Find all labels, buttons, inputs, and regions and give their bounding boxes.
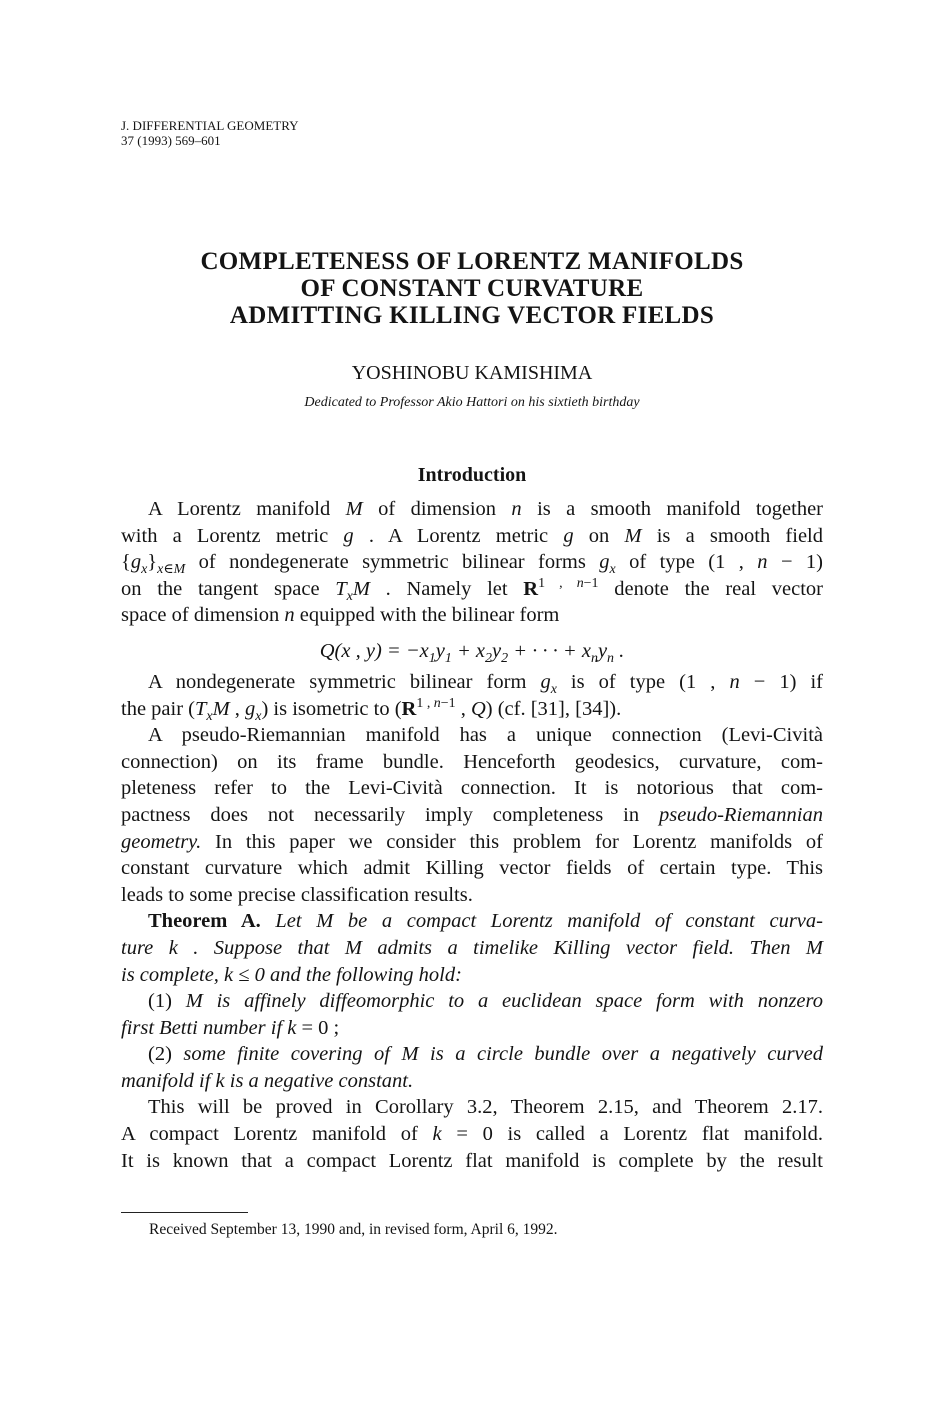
journal-volume: 37 (1993) 569–601 bbox=[121, 133, 221, 148]
paragraph-line: geometry. In this paper we consider this problem for Lorentz manifolds of bbox=[121, 830, 823, 853]
paragraph-line: $\{g_x\}_{x\in M}$ of nondegenerate symmetric bilinear forms $g_x$ of type (1 , n − 1) bbox=[121, 551, 823, 578]
paragraph-line: leads to some precise classification results. bbox=[121, 883, 473, 906]
paragraph-line: pactness does not necessarily imply completeness in pseudo-Riemannian bbox=[121, 803, 823, 826]
theorem-line: (2) some finite covering of M is a circle bundle over a negatively curved bbox=[148, 1043, 823, 1066]
paragraph-line: space of dimension n equipped with the bilinear form bbox=[121, 604, 560, 627]
paragraph-line: with a Lorentz metric g . A Lorentz metric g on M is a smooth field bbox=[121, 524, 823, 547]
paragraph-line: pleteness refer to the Levi-Cività connection. It is notorious that com- bbox=[121, 777, 823, 800]
title-line-1: COMPLETENESS OF LORENTZ MANIFOLDS bbox=[200, 248, 744, 275]
paragraph-line: This will be proved in Corollary 3.2, Theorem 2.15, and Theorem 2.17. bbox=[148, 1096, 823, 1119]
body-text bbox=[121, 496, 823, 1174]
journal-name: J. DIFFERENTIAL GEOMETRY bbox=[121, 118, 299, 133]
theorem-line: is complete, k ≤ 0 and the following hold: bbox=[121, 963, 462, 986]
theorem-line: first Betti number if k = 0 ; bbox=[121, 1016, 340, 1039]
footnote-rule bbox=[121, 1212, 248, 1213]
paragraph-line: the pair ($T_xM$ , $g_x$) is isometric to ($R^{1 , n-1}$ , Q) (cf. [31], [34]). bbox=[121, 695, 622, 724]
paragraph-line: connection) on its frame bundle. Henceforth geodesics, curvature, com- bbox=[121, 750, 823, 773]
theorem-line: ture k . Suppose that M admits a timelike Killing vector field. Then M bbox=[121, 936, 823, 959]
equation: Q(x , $y) = -x_1y_1 + x_2y_2$ + · · · + $x_ny_n$ . bbox=[319, 639, 625, 667]
paragraph-line: A Lorentz manifold M of dimension n is a smooth manifold together bbox=[148, 498, 823, 520]
journal-header bbox=[121, 118, 299, 148]
dedication: Dedicated to Professor Akio Hattori on his sixtieth birthday bbox=[304, 395, 640, 410]
paragraph-line: A compact Lorentz manifold of k = 0 is called a Lorentz flat manifold. bbox=[121, 1123, 823, 1146]
footnote: Received September 13, 1990 and, in revised form, April 6, 1992. bbox=[149, 1221, 558, 1238]
paragraph-line: It is known that a compact Lorentz flat manifold is complete by the result bbox=[121, 1149, 823, 1172]
title-line-3: ADMITTING KILLING VECTOR FIELDS bbox=[229, 302, 715, 329]
paragraph-line: constant curvature which admit Killing vector fields of certain type. This bbox=[121, 857, 823, 880]
theorem-line: (1) M is affinely diffeomorphic to a euclidean space form with nonzero bbox=[148, 990, 823, 1013]
paragraph-line: on the tangent space $T_xM$ . Namely let $R^{1 , n-1}$ denote the real vector bbox=[121, 575, 823, 604]
section-heading: Introduction bbox=[417, 464, 527, 486]
title-line-2: OF CONSTANT CURVATURE bbox=[300, 275, 644, 302]
paragraph-line: A pseudo-Riemannian manifold has a unique connection (Levi-Cività bbox=[148, 724, 823, 747]
theorem-line: Theorem A. Let M be a compact Lorentz manifold of constant curva- bbox=[148, 910, 823, 933]
paper-title bbox=[0, 248, 944, 329]
author-name: YOSHINOBU KAMISHIMA bbox=[351, 362, 593, 384]
theorem-line: manifold if k is a negative constant. bbox=[121, 1069, 414, 1092]
paragraph-line: A nondegenerate symmetric bilinear form $g_x$ is of type (1 , n − 1) if bbox=[148, 670, 823, 698]
